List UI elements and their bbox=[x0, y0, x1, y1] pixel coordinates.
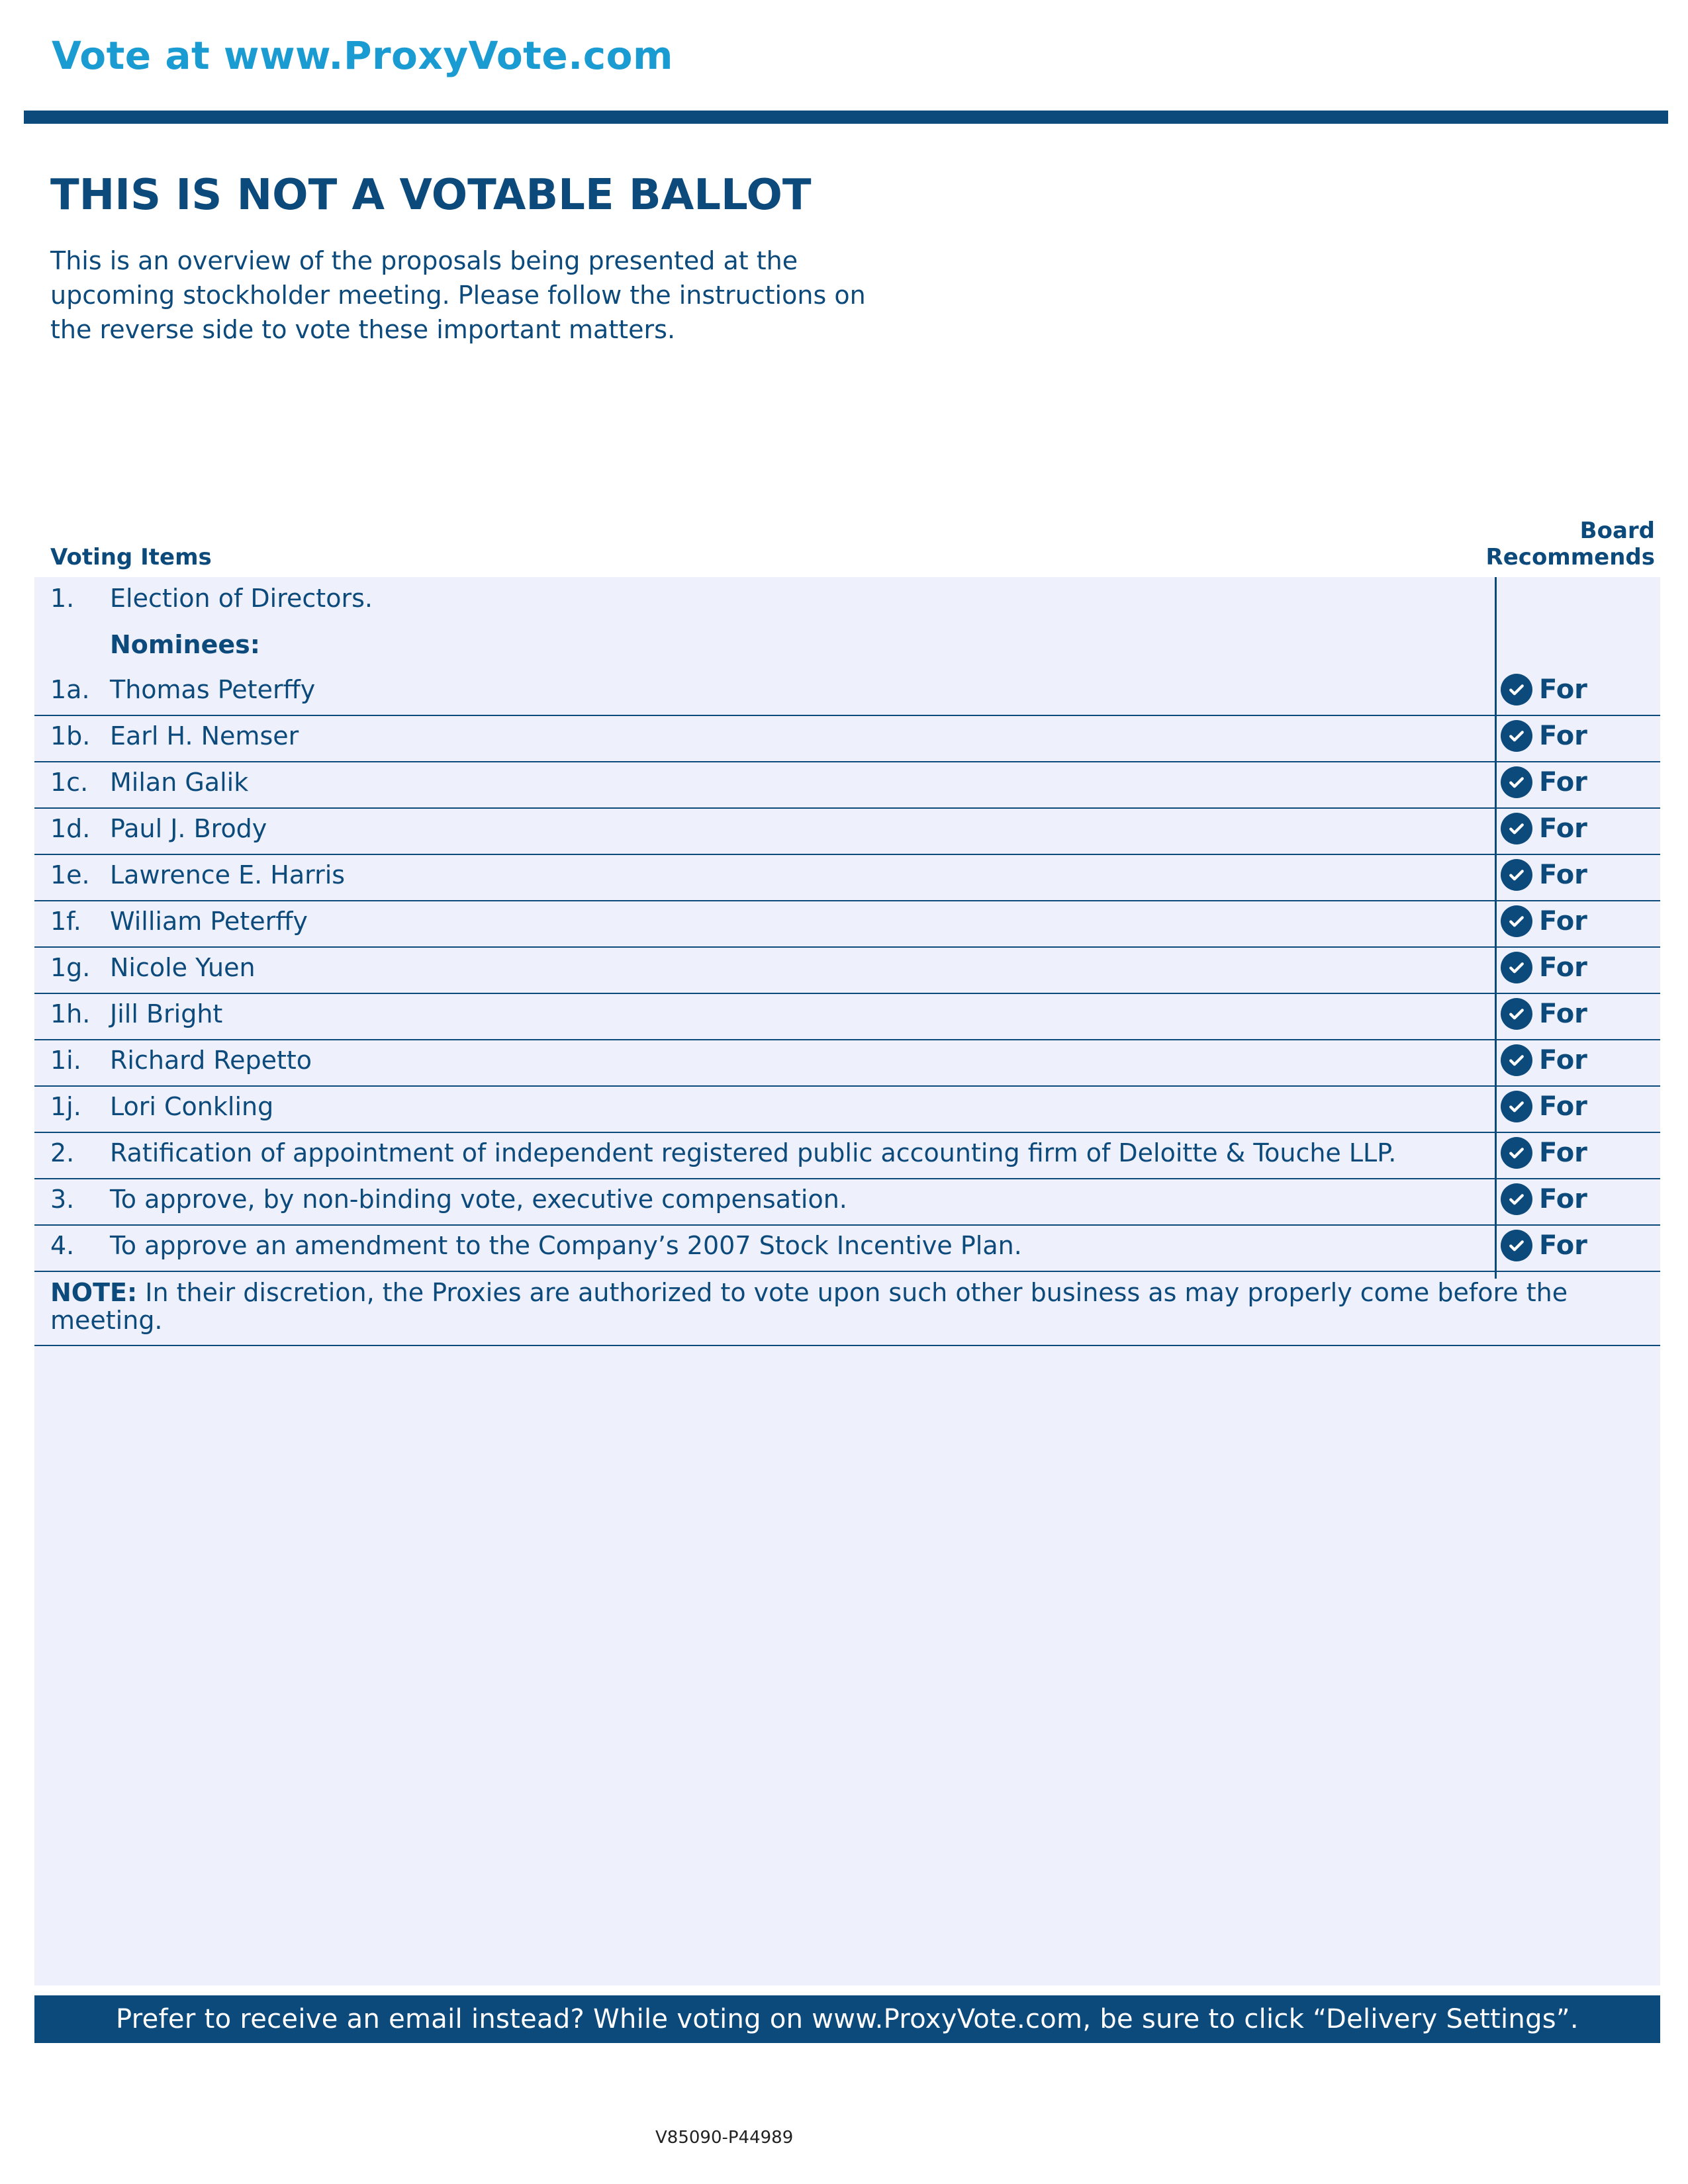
voting-items-table bbox=[34, 577, 1660, 1346]
check-circle-icon bbox=[1501, 1183, 1532, 1215]
item-text: To approve an amendment to the Company’s 2007 Stock Incentive Plan. bbox=[110, 1231, 1022, 1260]
item-text: Richard Repetto bbox=[110, 1046, 312, 1075]
item-text: Paul J. Brody bbox=[110, 814, 267, 843]
recommendation-label: For bbox=[1539, 767, 1587, 797]
recommendation-label: For bbox=[1539, 1045, 1587, 1075]
board-recommendation bbox=[1501, 1183, 1587, 1215]
item-text: William Peterffy bbox=[110, 907, 308, 936]
item-text: Ratification of appointment of independent registered public accounting firm of Deloitte & Touche LLP. bbox=[110, 1138, 1397, 1167]
table-row bbox=[34, 1133, 1660, 1179]
table-row bbox=[34, 855, 1660, 901]
table-row bbox=[34, 809, 1660, 855]
recommendation-label: For bbox=[1539, 674, 1587, 705]
check-circle-icon bbox=[1501, 905, 1532, 937]
item-text: Jill Bright bbox=[110, 999, 223, 1028]
document-code: V85090-P44989 bbox=[655, 2128, 794, 2148]
board-header-line: Board bbox=[1579, 518, 1655, 544]
intro-line: the reverse side to vote these important matters. bbox=[50, 315, 676, 344]
recommendation-label: For bbox=[1539, 1230, 1587, 1261]
recommendation-label: For bbox=[1539, 721, 1587, 751]
note-body: In their discretion, the Proxies are authorized to vote upon such other business as may properly come before the meeting. bbox=[50, 1278, 1568, 1335]
table-row bbox=[34, 577, 1660, 623]
board-header-line: Recommends bbox=[1485, 544, 1655, 570]
check-circle-icon bbox=[1501, 720, 1532, 752]
item-number: 1. bbox=[50, 584, 75, 613]
item-number: 2. bbox=[50, 1138, 75, 1167]
board-recommendation bbox=[1501, 952, 1587, 983]
item-number: 1e. bbox=[50, 860, 90, 889]
board-recommendation bbox=[1501, 766, 1587, 798]
table-row bbox=[34, 1226, 1660, 1272]
board-recommendation bbox=[1501, 1137, 1587, 1169]
item-number: 1j. bbox=[50, 1092, 81, 1121]
board-recommendation bbox=[1501, 813, 1587, 844]
item-number: 1c. bbox=[50, 768, 89, 797]
board-recommendation bbox=[1501, 1230, 1587, 1261]
recommendation-label: For bbox=[1539, 1138, 1587, 1168]
table-row bbox=[34, 670, 1660, 716]
item-number: 1a. bbox=[50, 675, 90, 704]
note-label: NOTE: bbox=[50, 1278, 138, 1307]
board-recommendation bbox=[1501, 998, 1587, 1030]
intro-text bbox=[50, 244, 871, 347]
table-row bbox=[34, 948, 1660, 994]
recommendation-label: For bbox=[1539, 1184, 1587, 1214]
item-number: 1d. bbox=[50, 814, 91, 843]
table-row bbox=[34, 716, 1660, 762]
table-row bbox=[34, 901, 1660, 948]
top-rule bbox=[24, 111, 1668, 124]
item-number: 1i. bbox=[50, 1046, 81, 1075]
item-number: 1h. bbox=[50, 999, 91, 1028]
voting-items-header: Voting Items bbox=[50, 544, 212, 570]
board-recommendation bbox=[1501, 720, 1587, 752]
item-number: 4. bbox=[50, 1231, 75, 1260]
recommendation-label: For bbox=[1539, 952, 1587, 983]
intro-line: This is an overview of the proposals being presented at the bbox=[50, 246, 798, 275]
check-circle-icon bbox=[1501, 813, 1532, 844]
delivery-settings-banner: Prefer to receive an email instead? While voting on www.ProxyVote.com, be sure to click “Delivery Settings”. bbox=[34, 1995, 1660, 2043]
item-text: Nicole Yuen bbox=[110, 953, 256, 982]
vote-url-heading: Vote at www.ProxyVote.com bbox=[52, 33, 673, 78]
table-row bbox=[34, 623, 1660, 670]
recommendation-label: For bbox=[1539, 860, 1587, 890]
check-circle-icon bbox=[1501, 674, 1532, 705]
table-row bbox=[34, 994, 1660, 1040]
board-recommendation bbox=[1501, 859, 1587, 891]
table-row bbox=[34, 1179, 1660, 1226]
check-circle-icon bbox=[1501, 1044, 1532, 1076]
board-recommends-header bbox=[1456, 518, 1655, 570]
page-title: THIS IS NOT A VOTABLE BALLOT bbox=[50, 171, 812, 220]
table-row bbox=[34, 1087, 1660, 1133]
item-text: To approve, by non-binding vote, executive compensation. bbox=[110, 1185, 847, 1214]
recommendation-label: For bbox=[1539, 813, 1587, 844]
board-recommendation bbox=[1501, 1091, 1587, 1122]
table-row bbox=[34, 1040, 1660, 1087]
item-number: 3. bbox=[50, 1185, 75, 1214]
recommendation-label: For bbox=[1539, 999, 1587, 1029]
item-text: Thomas Peterffy bbox=[110, 675, 316, 704]
check-circle-icon bbox=[1501, 1091, 1532, 1122]
item-text: Lori Conkling bbox=[110, 1092, 274, 1121]
check-circle-icon bbox=[1501, 766, 1532, 798]
nominees-label: Nominees: bbox=[110, 630, 260, 659]
check-circle-icon bbox=[1501, 998, 1532, 1030]
intro-line: upcoming stockholder meeting. Please follow the instructions on bbox=[50, 281, 866, 310]
item-text: Election of Directors. bbox=[110, 584, 373, 613]
recommendation-label: For bbox=[1539, 906, 1587, 936]
note-text bbox=[34, 1272, 1660, 1346]
check-circle-icon bbox=[1501, 1230, 1532, 1261]
item-number: 1g. bbox=[50, 953, 91, 982]
table-row bbox=[34, 762, 1660, 809]
item-number: 1b. bbox=[50, 721, 91, 751]
check-circle-icon bbox=[1501, 952, 1532, 983]
item-text: Earl H. Nemser bbox=[110, 721, 299, 751]
item-text: Milan Galik bbox=[110, 768, 249, 797]
board-recommendation bbox=[1501, 674, 1587, 705]
board-recommendation bbox=[1501, 905, 1587, 937]
check-circle-icon bbox=[1501, 1137, 1532, 1169]
board-recommendation bbox=[1501, 1044, 1587, 1076]
check-circle-icon bbox=[1501, 859, 1532, 891]
item-text: Lawrence E. Harris bbox=[110, 860, 346, 889]
item-number: 1f. bbox=[50, 907, 81, 936]
recommendation-label: For bbox=[1539, 1091, 1587, 1122]
